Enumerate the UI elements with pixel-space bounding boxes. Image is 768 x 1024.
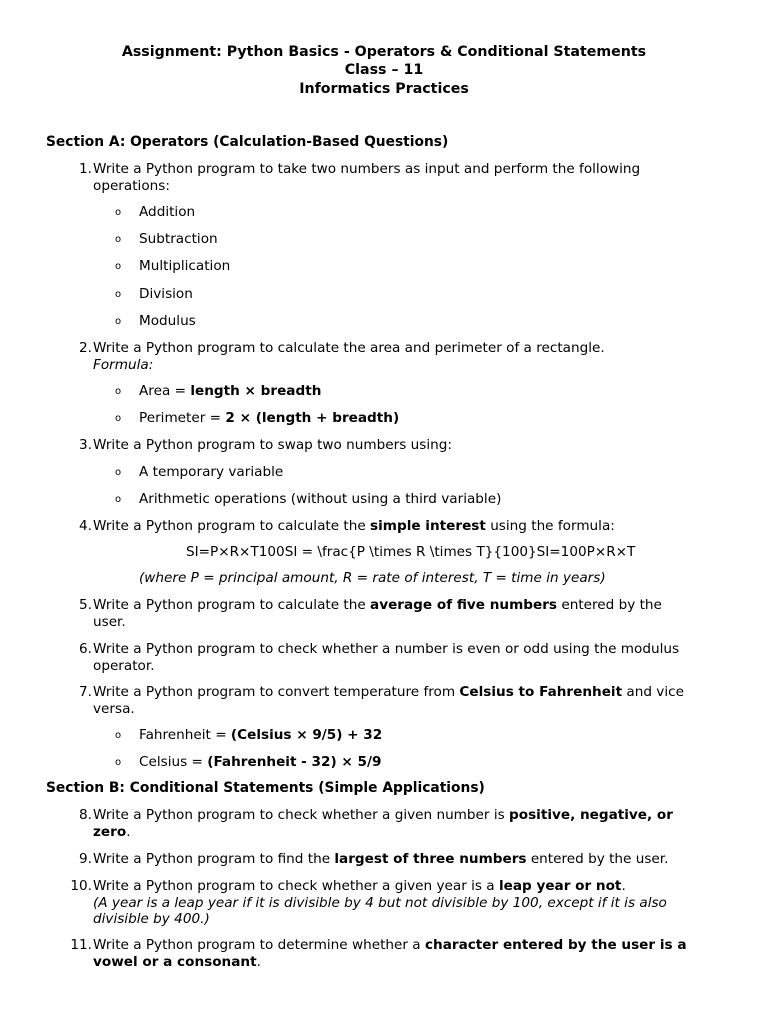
bullet-icon: o (115, 467, 122, 478)
question-text: Write a Python program to calculate the average of five numbers entered by the user. (93, 597, 723, 630)
question-text (93, 161, 723, 194)
question-line: Write a Python program to calculate the area and perimeter of a rectangle. (93, 340, 605, 356)
list-item-text: Arithmetic operations (without using a third variable) (139, 491, 502, 507)
assignment-title: Assignment: Python Basics - Operators & Conditional Statements (121, 44, 647, 60)
question-text: Write a Python program to convert temperature from Celsius to Fahrenheit and vice versa. (93, 684, 723, 717)
bullet-icon: o (115, 730, 122, 741)
question-text: Write a Python program to find the largest of three numbers entered by the user. (93, 851, 669, 867)
document-header (0, 43, 768, 98)
question-text: Write a Python program to calculate the simple interest using the formula: (93, 518, 615, 534)
bullet-icon: o (115, 207, 122, 218)
question-line: operator. (93, 657, 155, 674)
question-text (93, 641, 723, 674)
question-number: 1. (79, 161, 92, 177)
list-item-text: Modulus (139, 313, 196, 329)
list-item-text: Perimeter = 2 × (length + breadth) (139, 410, 400, 426)
bullet-icon: o (115, 316, 122, 327)
question-number: 7. (79, 684, 92, 700)
question-line: versa. (93, 700, 135, 717)
question-text: Write a Python program to check whether a given number is positive, negative, or zero. (93, 807, 673, 840)
question-number: 10. (70, 878, 92, 894)
list-item-text: Division (139, 286, 193, 302)
list-item-text: Addition (139, 204, 196, 220)
question-note: (A year is a leap year if it is divisible by 4 but not divisible by 100, except if it is also (93, 894, 667, 911)
list-item-text: Celsius = (Fahrenheit - 32) × 5/9 (139, 754, 382, 770)
question-line: user. (93, 613, 126, 630)
question-line: Write a Python program to take two numbers as input and perform the following (93, 161, 641, 177)
section-a-title: Section A: Operators (Calculation-Based Questions) (46, 134, 449, 150)
list-item-text: Area = length × breadth (139, 383, 322, 399)
question-text: Write a Python program to check whether a given year is a leap year or not. (A year is a leap year if it is divisible by 4 but not divisible by 100, except if it is also divisible by 400.) (93, 878, 723, 928)
question-number: 9. (79, 851, 92, 867)
question-number: 4. (79, 518, 92, 534)
class-label: Class – 11 (344, 62, 424, 79)
bullet-icon: o (115, 261, 122, 272)
bullet-icon: o (115, 413, 122, 424)
bullet-icon: o (115, 289, 122, 300)
question-line: operations: (93, 177, 170, 194)
question-text: Write a Python program to swap two numbers using: (93, 437, 452, 453)
bullet-icon: o (115, 386, 122, 397)
question-number: 2. (79, 340, 92, 356)
list-item-text: A temporary variable (139, 464, 284, 480)
question-text: Write a Python program to determine whether a character entered by the user is a vowel or a consonant. (93, 937, 687, 970)
question-note: divisible by 400.) (93, 911, 210, 927)
list-item-text: Subtraction (139, 231, 218, 247)
question-line: Write a Python program to check whether a number is even or odd using the modulus (93, 641, 680, 657)
question-number: 8. (79, 807, 92, 823)
list-item-text: Fahrenheit = (Celsius × 9/5) + 32 (139, 727, 383, 743)
formula-label: Formula: (93, 356, 154, 373)
question-number: 3. (79, 437, 92, 453)
bullet-icon: o (115, 757, 122, 768)
simple-interest-formula: SI=P×R×T100SI = \frac{P \times R \times T}{100}SI=100P×R×T (186, 544, 636, 560)
question-number: 11. (70, 937, 92, 953)
question-number: 5. (79, 597, 92, 613)
list-item-text: Multiplication (139, 258, 231, 274)
bullet-icon: o (115, 494, 122, 505)
bullet-icon: o (115, 234, 122, 245)
section-b-title: Section B: Conditional Statements (Simple Applications) (46, 780, 485, 796)
question-number: 6. (79, 641, 92, 657)
question-text (93, 340, 723, 373)
subject-label: Informatics Practices (299, 80, 469, 97)
formula-note: (where P = principal amount, R = rate of interest, T = time in years) (139, 570, 606, 586)
